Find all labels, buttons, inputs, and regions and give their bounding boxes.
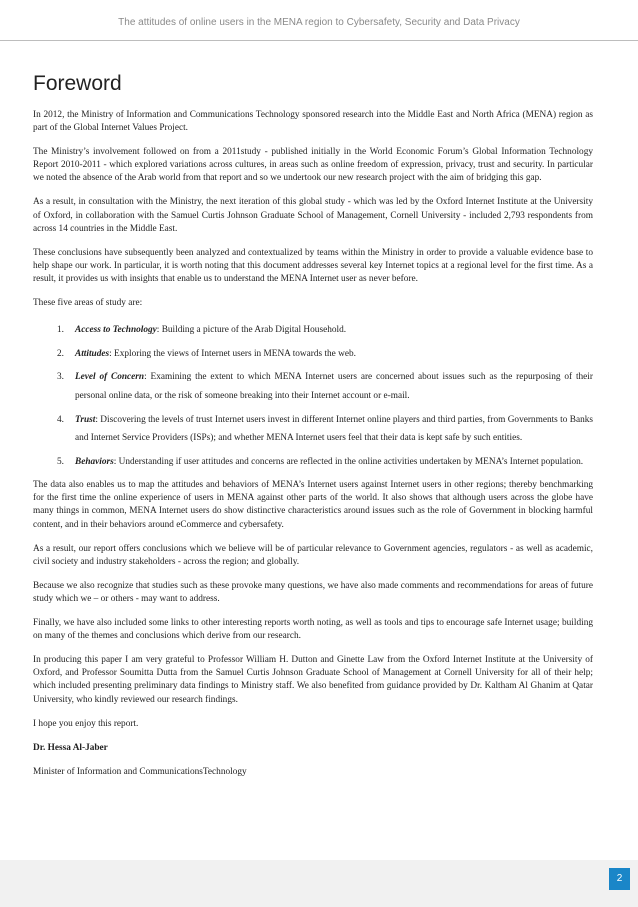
- paragraph: In 2012, the Ministry of Information and Communications Technology sponsored research into the Middle East and North Africa (MENA) region as part of the Global Internet Values Project.: [33, 110, 593, 134]
- paragraph: As a result, our report offers conclusions which we believe will be of particular relevance to Government agencies, regulators - as well as academic, civil society and industry stakeholders - across the region; and globally.: [33, 543, 593, 567]
- list-text: : Discovering the levels of trust Internet users invest in different Internet online players and third parties, from Governments to Banks and Internet Service Providers (ISPs); and whether MENA Internet users feel that their data is kept safe by such entities.: [75, 414, 593, 444]
- list-text: : Examining the extent to which MENA Internet users are concerned about issues such as the repurposing of their personal online data, or the risk of someone breaking into their Internet account or e-mail.: [75, 372, 593, 401]
- signature-title: Minister of Information and CommunicationsTechnology: [33, 766, 247, 777]
- list-item: [33, 345, 593, 364]
- study-areas-list: [33, 321, 593, 471]
- list-text: : Exploring the views of Internet users in MENA towards the web.: [109, 348, 356, 359]
- list-item: [33, 321, 593, 340]
- list-term: Trust: [75, 414, 96, 425]
- paragraph: The data also enables us to map the attitudes and behaviors of MENA’s Internet users against Internet users in other regions; thereby benchmarking for the first time the online experience of users in MENA against other parts of the world. It also shows that although users across the globe have many things in common, MENA Internet users do show distinctive characteristics around issues such as the role of Government in blocking harmful content, and in their behaviors around eCommerce and cybersafety.: [33, 480, 593, 530]
- paragraph: These five areas of study are:: [33, 298, 143, 309]
- page-number: 2: [609, 868, 630, 890]
- signature-name: Dr. Hessa Al-Jaber: [33, 742, 108, 753]
- list-number: 4.: [57, 414, 64, 425]
- paragraph: I hope you enjoy this report.: [33, 718, 139, 729]
- paragraph: Because we also recognize that studies such as these provoke many questions, we have also made comments and recommendations for areas of future study which we – or others - may want to address.: [33, 580, 593, 604]
- list-number: 3.: [57, 372, 64, 383]
- list-item: [33, 453, 593, 472]
- list-item: [33, 411, 593, 448]
- list-term: Attitudes: [75, 348, 110, 359]
- paragraph: In producing this paper I am very grateful to Professor William H. Dutton and Ginette Law from the Oxford Internet Institute at the University of Oxford, and Professor Soumitta Dutta from the Samuel Curtis Johnson Graduate School of Management at Cornell University for all of their help; which included presenting preliminary data findings to Ministry staff. We also benefited from guidance provided by Dr. Kaltham Al Ghanim at Qatar University, who kindly reviewed our research findings.: [33, 655, 593, 705]
- paragraph: These conclusions have subsequently been analyzed and contextualized by teams within the Ministry in order to provide a valuable evidence base to help shape our work. In particular, it is worth noting that this document addresses several key Internet topics at a regional level for the first time. As a result, it provides us with insights that enable us to understand the MENA Internet user as never before.: [33, 247, 593, 284]
- body-content: [33, 109, 593, 790]
- list-term: Access to Technology: [75, 325, 157, 336]
- list-term: Level of Concern: [75, 372, 145, 383]
- footer-band: [0, 860, 638, 907]
- list-text: : Building a picture of the Arab Digital Household.: [156, 325, 347, 336]
- list-term: Behaviors: [75, 456, 114, 467]
- paragraph: Finally, we have also included some links to other interesting reports worth noting, as well as tools and tips to encourage safe Internet usage; building on many of the themes and conclusions which derive from our research.: [33, 618, 593, 642]
- running-header: The attitudes of online users in the MENA region to Cybersafety, Security and Data Privacy: [118, 17, 520, 28]
- list-item: [33, 368, 593, 405]
- list-text: : Understanding if user attitudes and concerns are reflected in the online activities undertaken by MENA’s Internet population.: [113, 456, 584, 467]
- paragraph: The Ministry’s involvement followed on from a 2011study - published initially in the World Economic Forum’s Global Information Technology Report 2010-2011 - which explored variations across cultures, in areas such as online freedom of expression, privacy, trust and security. In particular we noted the absence of the Arab world from that report and so we undertook our new research project with the aim of bridging this gap.: [33, 147, 593, 184]
- list-number: 1.: [57, 325, 64, 336]
- paragraph: As a result, in consultation with the Ministry, the next iteration of this global study - which was led by the Oxford Internet Institute at the University of Oxford, in collaboration with the Samuel Curtis Johnson Graduate School of Management, Cornell University - included 2,793 respondents from across 14 countries in the Middle East.: [33, 197, 593, 234]
- header-rule: [0, 40, 638, 41]
- list-number: 2.: [57, 348, 64, 359]
- list-number: 5.: [57, 456, 64, 467]
- page-title: Foreword: [33, 72, 122, 95]
